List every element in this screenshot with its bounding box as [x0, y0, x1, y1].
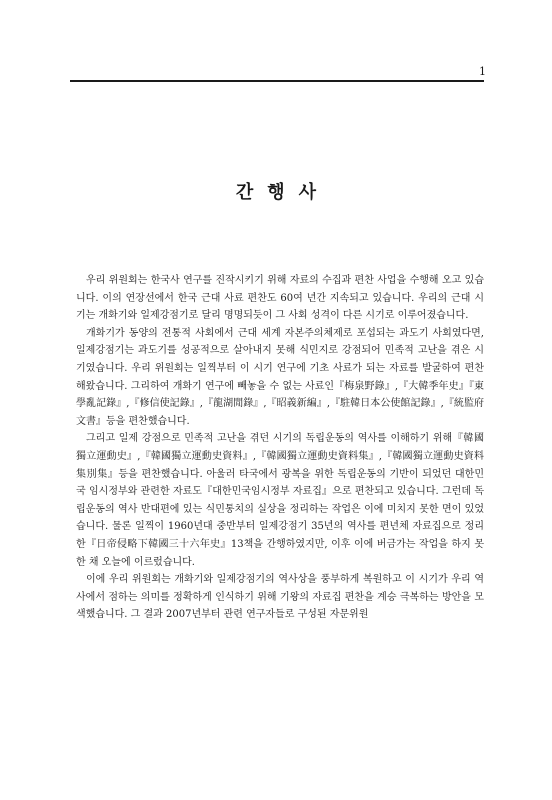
paragraph-4: 이에 우리 위원회는 개화기와 일제강점기의 역사상을 풍부하게 복원하고 이 시기가 우리 역사에서 점하는 의미를 정확하게 인식하기 위해 기왕의 자료집 편찬을 계승 극복하는 방안을 모색했습니다. 그 결과 2007년부터 관련 연구자들로 구성된 자문위원 — [76, 574, 484, 621]
page-title: 간행사 — [235, 182, 331, 203]
paragraph-3: 그리고 일제 강점으로 민족적 고난을 겪던 시기의 독립운동의 역사를 이해하기 위해『韓國獨立運動史』,『韓國獨立運動史資料』,『韓國獨立運動史資料集』,『韓國獨立運動史資料集別集』등을 편찬했습니다. 아울러 타국에서 광복을 위한 독립운동의 기반이 되었던 대한민국 임시정부와 관련한 자료도『대한민국임시정부 자료집』으로 편찬되고 있습니다. 그런데 독립운동의 역사 반대편에 있는 식민통치의 실상을 정리하는 작업은 이에 미치지 못한 면이 있었습니다. 물론 일찍이 1960년대 중반부터 일제강점기 35년의 역사를 편년체 자료집으로 정리한『日帝侵略下韓國三十六年史』13책을 간행하였지만, 이후 이에 버금가는 작업을 하지 못한 채 오늘에 이르렀습니다. — [76, 433, 484, 568]
header-rule — [70, 80, 484, 82]
paragraph-2: 개화기가 동양의 전통적 사회에서 근대 세계 자본주의체제로 포섭되는 과도기 사회였다면, 일제강점기는 과도기를 성공적으로 살아내지 못해 식민지로 강점되어 민족적 고난을 겪은 시기였습니다. 우리 위원회는 일찍부터 이 시기 연구에 기초 사료가 되는 자료를 발굴하여 편찬해왔습니다. 그리하여 개화기 연구에 빼놓을 수 없는 사료인『梅泉野錄』,『大韓季年史』『東學亂記錄』,『修信使記錄』,『龍湖閒錄』,『昭義新編』,『駐韓日本公使館記錄』,『統監府文書』등을 편찬했습니다. — [76, 327, 484, 427]
page-number: 1 — [479, 65, 486, 78]
body-text — [76, 272, 484, 624]
paragraph-1: 우리 위원회는 한국사 연구를 진작시키기 위해 자료의 수집과 편찬 사업을 수행해 오고 있습니다. 이의 연장선에서 한국 근대 사료 편찬도 60여 년간 지속되고 있습니다. 우리의 근대 시기는 개화기와 일제강점기로 달리 명명되듯이 그 사회 성격이 다른 시기로 이루어졌습니다. — [76, 275, 484, 322]
